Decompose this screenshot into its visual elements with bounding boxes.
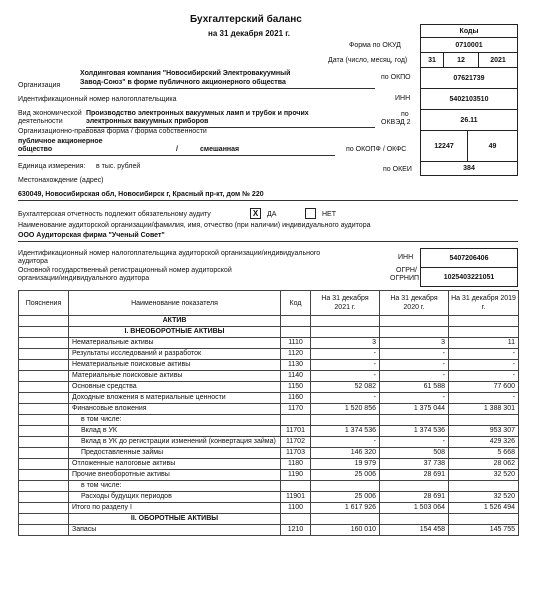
table-row bbox=[19, 338, 519, 349]
row-value-2019 bbox=[449, 316, 519, 327]
row-code: 11702 bbox=[281, 437, 311, 448]
row-value-2020: 37 738 bbox=[380, 459, 449, 470]
address-label: Местонахождение (адрес) bbox=[18, 177, 104, 184]
row-value-2019: 32 520 bbox=[449, 470, 519, 481]
row-indicator: Финансовые вложения bbox=[69, 404, 281, 415]
row-value-2021: - bbox=[311, 349, 380, 360]
row-value-2021 bbox=[311, 327, 380, 338]
table-row bbox=[19, 327, 519, 338]
audit-yes-checkbox[interactable]: X bbox=[250, 208, 261, 219]
auditor-underline bbox=[18, 241, 518, 242]
inn-code-label: ИНН bbox=[395, 95, 411, 102]
row-value-2020: 1 503 064 bbox=[380, 503, 449, 514]
row-code: 11901 bbox=[281, 492, 311, 503]
row-note bbox=[19, 459, 69, 470]
row-value-2019 bbox=[449, 415, 519, 426]
row-indicator: Расходы будущих периодов bbox=[69, 492, 281, 503]
row-code: 1140 bbox=[281, 371, 311, 382]
row-value-2019: - bbox=[449, 371, 519, 382]
row-code: 1150 bbox=[281, 382, 311, 393]
row-value-2021 bbox=[311, 514, 380, 525]
ogrn-label-1: Основной государственный регистрационный номер аудиторской bbox=[18, 267, 232, 274]
row-indicator: в том числе: bbox=[69, 481, 281, 492]
row-indicator: в том числе: bbox=[69, 415, 281, 426]
row-note bbox=[19, 525, 69, 536]
audit-no-checkbox[interactable] bbox=[305, 208, 316, 219]
auditor-inn-code: ИНН bbox=[398, 254, 414, 261]
row-code bbox=[281, 415, 311, 426]
row-value-2020: 3 bbox=[380, 338, 449, 349]
row-value-2020 bbox=[380, 481, 449, 492]
row-note bbox=[19, 404, 69, 415]
row-code: 1100 bbox=[281, 503, 311, 514]
row-value-2020: - bbox=[380, 349, 449, 360]
opf-label: Организационно-правовая форма / форма собственности bbox=[18, 128, 207, 135]
row-indicator: Вклад в УК до регистрации изменений (конвертация займа) bbox=[69, 437, 281, 448]
row-value-2020 bbox=[380, 514, 449, 525]
row-code: 1110 bbox=[281, 338, 311, 349]
table-row bbox=[19, 448, 519, 459]
ogrn-value: 1025403221051 bbox=[420, 267, 518, 287]
table-row bbox=[19, 382, 519, 393]
row-code: 1130 bbox=[281, 360, 311, 371]
row-value-2021: - bbox=[311, 437, 380, 448]
ogrn-label-2: организации/индивидуального аудитора bbox=[18, 275, 150, 282]
okopf-label: по ОКОПФ / ОКФС bbox=[346, 146, 407, 153]
row-code bbox=[281, 481, 311, 492]
header-code: Код bbox=[281, 291, 311, 316]
row-value-2020: 61 588 bbox=[380, 382, 449, 393]
row-value-2019: 1 388 301 bbox=[449, 404, 519, 415]
okud-value: 0710001 bbox=[420, 37, 518, 53]
address-underline bbox=[18, 200, 518, 201]
row-value-2021 bbox=[311, 481, 380, 492]
row-value-2021: 52 082 bbox=[311, 382, 380, 393]
balance-table bbox=[18, 290, 519, 536]
org-label: Организация bbox=[18, 82, 61, 89]
row-indicator: Нематериальные активы bbox=[69, 338, 281, 349]
okei-label: по ОКЕИ bbox=[383, 166, 412, 173]
row-note bbox=[19, 316, 69, 327]
auditor-name: ООО Аудиторская фирма "Ученый Совет" bbox=[18, 232, 165, 239]
row-indicator: Доходные вложения в материальные ценности bbox=[69, 393, 281, 404]
row-code: 1210 bbox=[281, 525, 311, 536]
okopf-value: 12247 bbox=[420, 130, 468, 162]
row-code: 11701 bbox=[281, 426, 311, 437]
table-row bbox=[19, 503, 519, 514]
row-value-2020 bbox=[380, 316, 449, 327]
row-value-2020: 1 374 536 bbox=[380, 426, 449, 437]
table-header-row bbox=[19, 291, 519, 316]
row-code bbox=[281, 316, 311, 327]
opf-underline bbox=[18, 155, 335, 156]
row-indicator: Итого по разделу I bbox=[69, 503, 281, 514]
row-note bbox=[19, 437, 69, 448]
row-indicator: Прочие внеоборотные активы bbox=[69, 470, 281, 481]
activity-label-1: Вид экономической bbox=[18, 110, 82, 117]
okei-value: 384 bbox=[420, 161, 518, 176]
opf-line2: общество bbox=[18, 146, 53, 153]
header-notes: Пояснения bbox=[19, 291, 69, 316]
ownership-form: смешанная bbox=[200, 146, 240, 153]
row-value-2019 bbox=[449, 481, 519, 492]
row-indicator: Основные средства bbox=[69, 382, 281, 393]
table-row bbox=[19, 393, 519, 404]
row-value-2019: 11 bbox=[449, 338, 519, 349]
date-label: Дата (число, месяц, год) bbox=[328, 57, 408, 64]
table-row bbox=[19, 470, 519, 481]
row-indicator: Материальные поисковые активы bbox=[69, 371, 281, 382]
activity-line2: электронных вакуумных приборов bbox=[86, 118, 209, 125]
row-note bbox=[19, 503, 69, 514]
row-value-2019 bbox=[449, 327, 519, 338]
row-value-2019: 5 668 bbox=[449, 448, 519, 459]
header-2021: На 31 декабря 2021 г. bbox=[311, 291, 380, 316]
audit-yes-label: ДА bbox=[267, 211, 277, 218]
row-value-2020: - bbox=[380, 360, 449, 371]
row-note bbox=[19, 349, 69, 360]
table-row bbox=[19, 415, 519, 426]
row-value-2021: 1 374 536 bbox=[311, 426, 380, 437]
row-value-2020 bbox=[380, 415, 449, 426]
table-row bbox=[19, 404, 519, 415]
header-indicator: Наименование показателя bbox=[69, 291, 281, 316]
section-title: I. ВНЕОБОРОТНЫЕ АКТИВЫ bbox=[69, 327, 281, 338]
codes-title: Коды bbox=[420, 24, 518, 38]
row-value-2021: 25 006 bbox=[311, 492, 380, 503]
date-day: 31 bbox=[420, 52, 444, 68]
row-value-2021: - bbox=[311, 393, 380, 404]
table-row bbox=[19, 371, 519, 382]
org-underline bbox=[80, 88, 375, 89]
row-note bbox=[19, 393, 69, 404]
org-name-line2: Завод-Союз" в форме публичного акционерного общества bbox=[80, 79, 286, 86]
date-year: 2021 bbox=[478, 52, 518, 68]
table-body bbox=[19, 316, 519, 536]
auditor-inn-label-2: аудитора bbox=[18, 258, 48, 265]
row-value-2020: 28 691 bbox=[380, 470, 449, 481]
row-code bbox=[281, 327, 311, 338]
auditor-inn-value: 5407206406 bbox=[420, 248, 518, 268]
table-row bbox=[19, 360, 519, 371]
row-note bbox=[19, 382, 69, 393]
row-note bbox=[19, 448, 69, 459]
row-note bbox=[19, 470, 69, 481]
auditor-label: Наименование аудиторской организации/фамилия, имя, отчество (при наличии) индивидуального аудитора bbox=[18, 222, 371, 229]
row-value-2021: - bbox=[311, 371, 380, 382]
ogrn-code-1: ОГРН/ bbox=[396, 267, 417, 274]
table-row bbox=[19, 459, 519, 470]
section-title: II. ОБОРОТНЫЕ АКТИВЫ bbox=[69, 514, 281, 525]
row-value-2021: 146 320 bbox=[311, 448, 380, 459]
row-value-2019 bbox=[449, 514, 519, 525]
row-value-2019: - bbox=[449, 349, 519, 360]
row-code: 1180 bbox=[281, 459, 311, 470]
row-note bbox=[19, 492, 69, 503]
row-value-2021: - bbox=[311, 360, 380, 371]
row-note bbox=[19, 338, 69, 349]
row-value-2020: - bbox=[380, 437, 449, 448]
org-name-line1: Холдинговая компания "Новосибирский Электровакуумный bbox=[80, 70, 291, 77]
section-title: АКТИВ bbox=[69, 316, 281, 327]
row-value-2021 bbox=[311, 316, 380, 327]
document-title: Бухгалтерский баланс bbox=[190, 14, 302, 25]
okpo-label: по ОКПО bbox=[381, 74, 411, 81]
table-row bbox=[19, 525, 519, 536]
table-row bbox=[19, 514, 519, 525]
okpo-value: 07621739 bbox=[420, 67, 518, 89]
row-code: 1190 bbox=[281, 470, 311, 481]
row-value-2019: 953 307 bbox=[449, 426, 519, 437]
auditor-inn-label-1: Идентификационный номер налогоплательщика аудиторской организации/индивидуального bbox=[18, 250, 321, 257]
row-value-2020: 28 691 bbox=[380, 492, 449, 503]
audit-question: Бухгалтерская отчетность подлежит обязательному аудиту bbox=[18, 211, 211, 218]
row-note bbox=[19, 415, 69, 426]
row-value-2021: 3 bbox=[311, 338, 380, 349]
row-value-2019: 32 520 bbox=[449, 492, 519, 503]
document-date: на 31 декабря 2021 г. bbox=[208, 29, 290, 38]
row-value-2019: 77 600 bbox=[449, 382, 519, 393]
row-value-2021: 1 520 856 bbox=[311, 404, 380, 415]
row-code: 11703 bbox=[281, 448, 311, 459]
table-row bbox=[19, 426, 519, 437]
row-value-2021: 1 617 926 bbox=[311, 503, 380, 514]
okved-label-1: по bbox=[401, 111, 409, 118]
row-value-2021: 25 006 bbox=[311, 470, 380, 481]
row-value-2020 bbox=[380, 327, 449, 338]
table-row bbox=[19, 492, 519, 503]
row-indicator: Отложенные налоговые активы bbox=[69, 459, 281, 470]
row-code bbox=[281, 514, 311, 525]
audit-no-label: НЕТ bbox=[322, 211, 336, 218]
row-value-2020: - bbox=[380, 371, 449, 382]
row-value-2020: - bbox=[380, 393, 449, 404]
header-2019: На 31 декабря 2019 г. bbox=[449, 291, 519, 316]
row-value-2020: 154 458 bbox=[380, 525, 449, 536]
activity-label-2: деятельности bbox=[18, 118, 63, 125]
date-month: 12 bbox=[443, 52, 479, 68]
row-value-2019: 1 526 494 bbox=[449, 503, 519, 514]
row-value-2019: 145 755 bbox=[449, 525, 519, 536]
ogrn-code-2: ОГРНИП bbox=[390, 275, 420, 282]
row-value-2019: - bbox=[449, 360, 519, 371]
row-value-2021 bbox=[311, 415, 380, 426]
row-code: 1160 bbox=[281, 393, 311, 404]
row-value-2021: 19 979 bbox=[311, 459, 380, 470]
table-row bbox=[19, 316, 519, 327]
opf-slash: / bbox=[176, 146, 178, 153]
row-value-2019: 429 326 bbox=[449, 437, 519, 448]
row-indicator: Запасы bbox=[69, 525, 281, 536]
okved-value: 26.11 bbox=[420, 109, 518, 131]
okud-label: Форма по ОКУД bbox=[349, 42, 401, 49]
okved-label-2: ОКВЭД 2 bbox=[381, 119, 411, 126]
row-note bbox=[19, 514, 69, 525]
row-indicator: Результаты исследований и разработок bbox=[69, 349, 281, 360]
row-value-2019: - bbox=[449, 393, 519, 404]
row-code: 1120 bbox=[281, 349, 311, 360]
row-code: 1170 bbox=[281, 404, 311, 415]
row-indicator: Предоставленные займы bbox=[69, 448, 281, 459]
row-note bbox=[19, 481, 69, 492]
inn-label: Идентификационный номер налогоплательщика bbox=[18, 96, 177, 103]
row-note bbox=[19, 426, 69, 437]
inn-value: 5402103510 bbox=[420, 88, 518, 110]
table-row bbox=[19, 349, 519, 360]
row-note bbox=[19, 371, 69, 382]
address-value: 630049, Новосибирская обл, Новосибирск г, Красный пр-кт, дом № 220 bbox=[18, 191, 264, 198]
opf-line1: публичное акционерное bbox=[18, 138, 103, 145]
table-row bbox=[19, 437, 519, 448]
row-value-2019: 28 062 bbox=[449, 459, 519, 470]
row-note bbox=[19, 327, 69, 338]
row-indicator: Вклад в УК bbox=[69, 426, 281, 437]
row-value-2020: 508 bbox=[380, 448, 449, 459]
row-note bbox=[19, 360, 69, 371]
row-value-2020: 1 375 044 bbox=[380, 404, 449, 415]
header-2020: На 31 декабря 2020 г. bbox=[380, 291, 449, 316]
unit-label: Единица измерения: bbox=[18, 163, 86, 170]
table-row bbox=[19, 481, 519, 492]
row-indicator: Нематериальные поисковые активы bbox=[69, 360, 281, 371]
unit-value: в тыс. рублей bbox=[96, 163, 141, 170]
okfs-value: 49 bbox=[467, 130, 518, 162]
row-value-2021: 160 010 bbox=[311, 525, 380, 536]
activity-line1: Производство электронных вакуумных ламп и трубок и прочих bbox=[86, 110, 309, 117]
